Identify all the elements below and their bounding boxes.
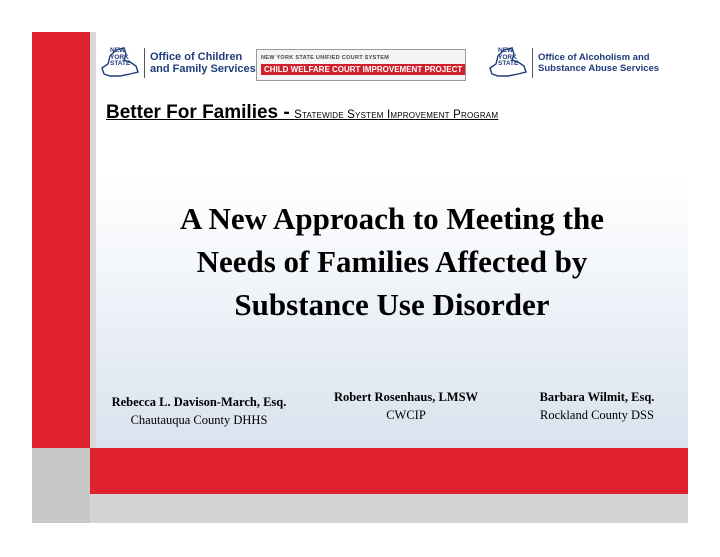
oasas-logo <box>488 46 659 80</box>
presenter-2 <box>318 390 494 423</box>
presenter-org: CWCIP <box>386 408 426 422</box>
presenter-name: Rebecca L. Davison-March, Esq. <box>111 395 287 409</box>
ny-state-icon: NEW YORK STATE <box>488 46 528 80</box>
ny-state-icon: NEW YORK STATE <box>100 46 140 80</box>
logo-divider <box>532 48 533 78</box>
oasas-logo-text: Office of Alcoholism and Substance Abuse Services <box>538 52 660 74</box>
presenter-3 <box>522 390 672 423</box>
slide-title <box>96 197 688 326</box>
left-red-bar <box>32 32 90 448</box>
ocfs-logo-text: Office of Children and Family Services <box>150 51 256 75</box>
bottom-red-bar <box>90 448 688 494</box>
ocfs-logo <box>100 46 256 80</box>
bottom-left-gray-block <box>32 448 90 523</box>
program-heading <box>106 102 498 124</box>
court-improvement-logo <box>256 49 466 81</box>
court-project-label: CHILD WELFARE COURT IMPROVEMENT PROJECT <box>261 64 465 75</box>
court-system-label: NEW YORK STATE UNIFIED COURT SYSTEM <box>261 55 390 61</box>
program-subtitle: Statewide System Improvement Program <box>294 109 499 121</box>
presenter-name: Barbara Wilmit, Esq. <box>539 390 655 404</box>
title-line: A New Approach to Meeting the <box>180 201 604 236</box>
logo-divider <box>144 48 145 78</box>
presenter-1 <box>110 395 288 428</box>
title-line: Needs of Families Affected by <box>196 244 588 279</box>
presenter-org: Rockland County DSS <box>540 408 654 422</box>
presenter-org: Chautauqua County DHHS <box>130 413 268 427</box>
presenter-name: Robert Rosenhaus, LMSW <box>333 390 479 404</box>
bottom-gray-bar <box>90 494 688 523</box>
title-line: Substance Use Disorder <box>234 287 550 322</box>
program-name: Better For Families - <box>106 102 290 123</box>
